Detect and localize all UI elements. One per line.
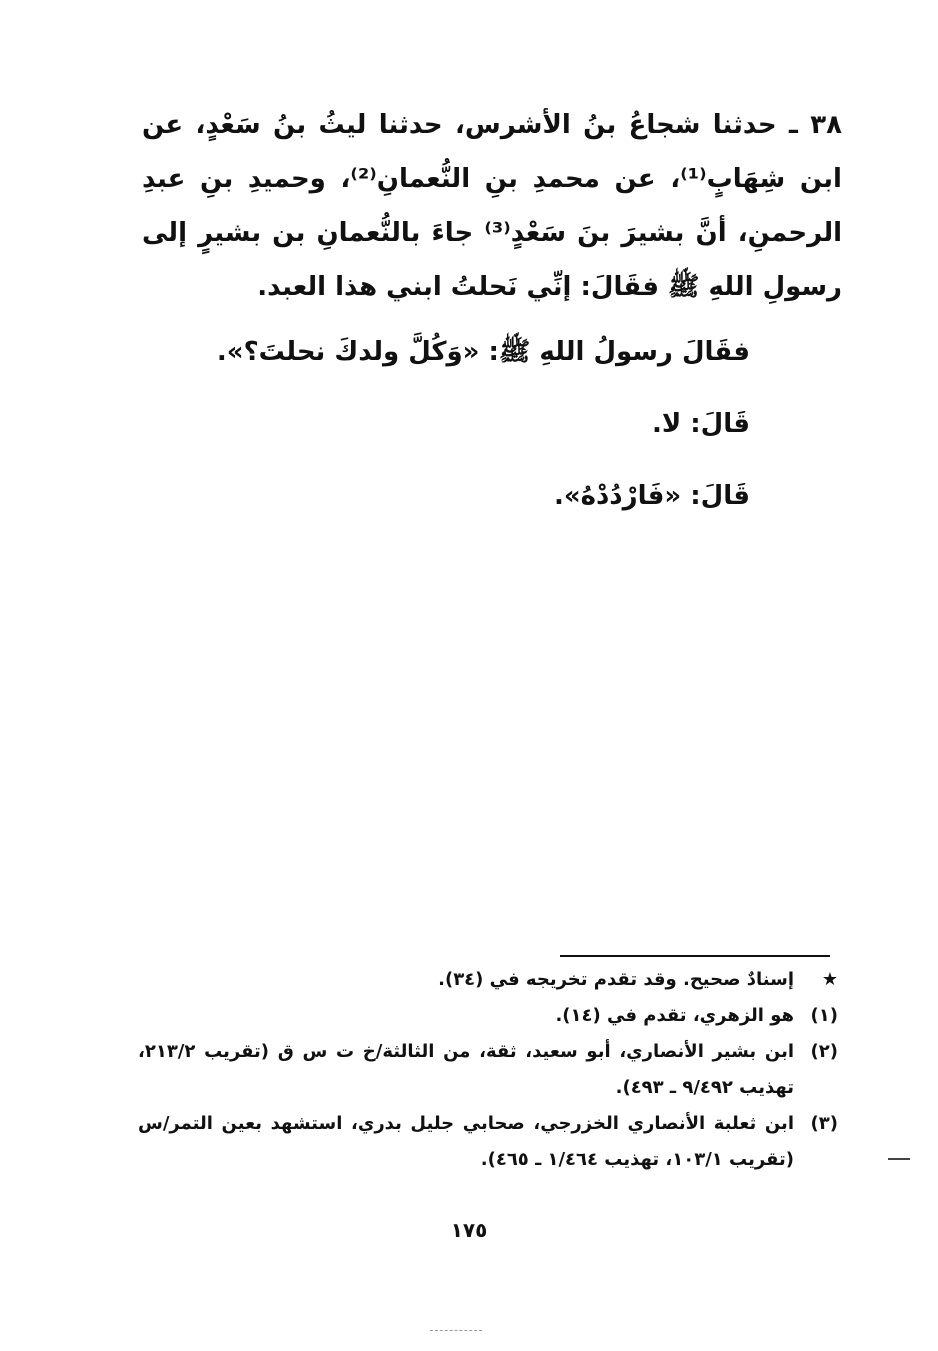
hadith-body: حدثنا شجاعُ بنُ الأشرس، حدثنا ليثُ بنُ سَعْدٍ، عن ابن شِهَابٍ⁽¹⁾، عن محمدِ بنِ النُّعمانِ⁽²⁾، وحميدِ بنِ عبدِ الرحمنِ، أنَّ بشيرَ بنَ سَعْدٍ⁽³⁾ جاءَ بالنُّعمانِ بن بشيرٍ إلى رسولِ اللهِ ﷺ فقَالَ: إنِّي نَحلتُ ابني هذا العبد. xyxy=(142,110,842,302)
footnote-3 xyxy=(138,1106,838,1178)
dialogue-line-answer: قَالَ: لا. xyxy=(651,409,750,439)
footnote-2-marker: (٢) xyxy=(810,1041,838,1062)
scan-edge-mark xyxy=(888,1158,910,1160)
footnote-1-text: هو الزهري، تقدم في (١٤). xyxy=(555,1005,794,1026)
footnote-2 xyxy=(138,1034,838,1106)
dialogue-line-prophet-question: فقَالَ رسولُ اللهِ ﷺ: «وَكُلَّ ولدكَ نحلتَ؟». xyxy=(216,337,750,367)
page-number: ١٧٥ xyxy=(450,1218,488,1242)
footnote-star-text: إسنادٌ صحيح. وقد تقدم تخريجه في (٣٤). xyxy=(438,969,794,990)
hadith-opening: ٣٨ ـ حدثنا شجاعُ بنُ الأشرس، حدثنا ليثُ بنُ سَعْدٍ، عن ابن شِهَابٍ⁽¹⁾، عن محمدِ بنِ النُّعمانِ⁽²⁾، وحميدِ بنِ عبدِ الرحمنِ، أنَّ بشيرَ بنَ سَعْدٍ⁽³⁾ جاءَ بالنُّعمانِ بن بشيرٍ إلى رسولِ اللهِ ﷺ فقَالَ: إنِّي نَحلتُ ابني هذا العبد. xyxy=(142,110,842,302)
footnote-1 xyxy=(138,998,838,1034)
star-icon: ★ xyxy=(821,969,838,990)
footnote-2-text: ابن بشير الأنصاري، أبو سعيد، ثقة، من الثالثة/خ ت س ق (تقريب ٢١٣/٢، تهذيب ٩/٤٩٢ ـ ٤٩٣). xyxy=(138,1041,794,1098)
footnote-1-marker: (١) xyxy=(810,1005,838,1026)
footnote-star xyxy=(138,962,838,998)
footnotes-block xyxy=(138,962,838,1178)
hadith-number: ٣٨ xyxy=(810,110,842,140)
footnote-divider xyxy=(560,955,830,957)
scan-bottom-mark xyxy=(430,1330,482,1331)
dialogue-line-command: قَالَ: «فَارْدُدْهُ». xyxy=(553,481,750,511)
hadith-block xyxy=(142,98,842,530)
footnote-3-marker: (٣) xyxy=(810,1113,838,1134)
footnote-3-text: ابن ثعلبة الأنصاري الخزرجي، صحابي جليل بدري، استشهد بعين التمر/س (تقريب ١٠٣/١، تهذيب ١/٤٦٤ ـ ٤٦٥). xyxy=(138,1113,794,1170)
